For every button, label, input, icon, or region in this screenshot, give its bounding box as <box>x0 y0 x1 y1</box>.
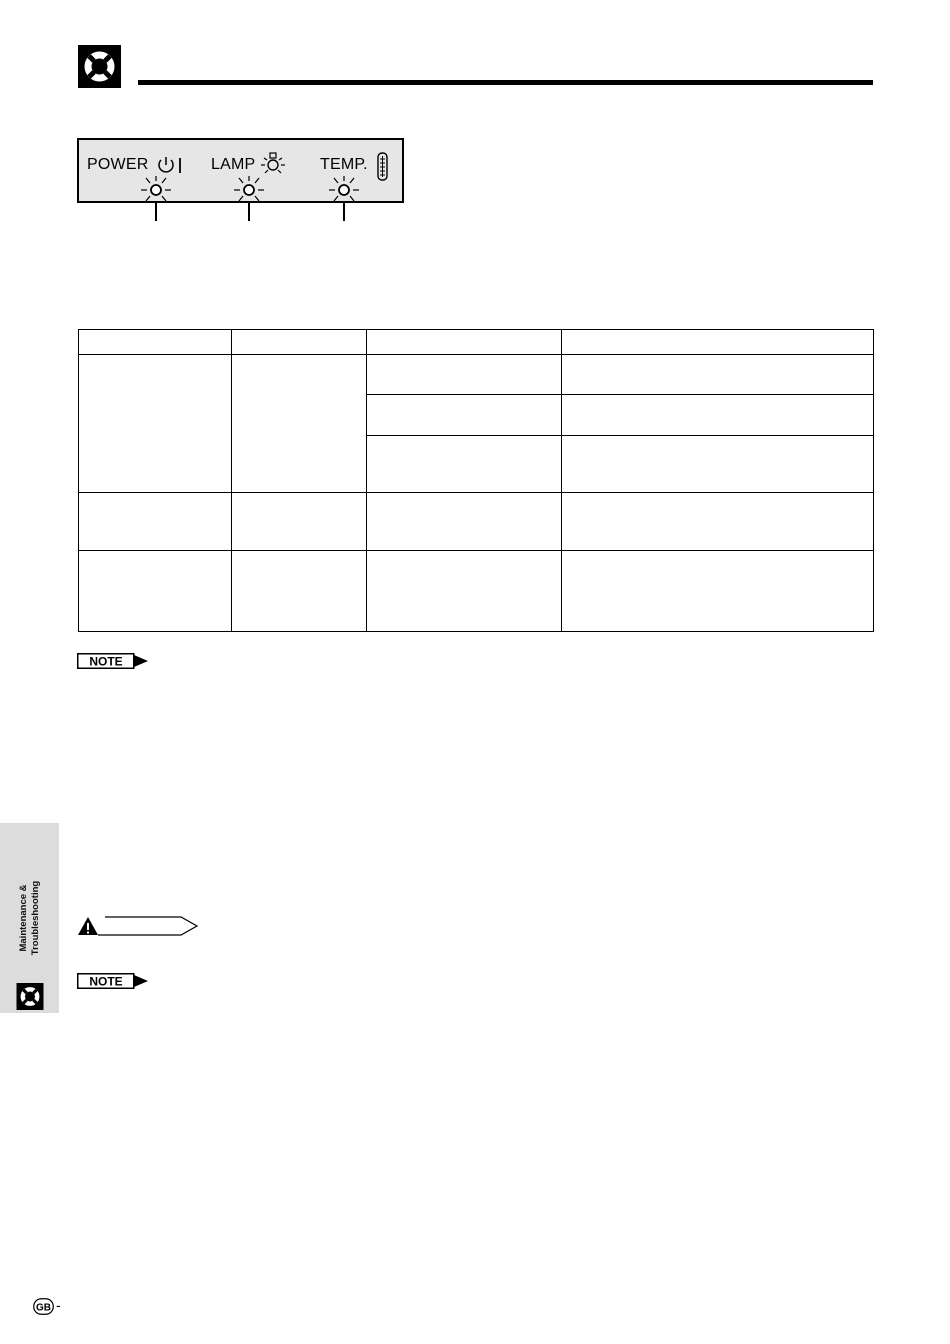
temp-indicator-label: TEMP. <box>320 156 368 173</box>
lamp-icon <box>260 150 286 176</box>
region-badge <box>33 1298 54 1315</box>
table-header-cell <box>367 330 562 355</box>
lamp-led-icon <box>232 174 266 202</box>
power-icon <box>156 155 186 175</box>
table-cell <box>232 355 367 493</box>
note-badge <box>77 653 149 669</box>
side-tab-line-1: Maintenance & <box>18 884 29 952</box>
table-header-cell <box>562 330 874 355</box>
indicator-panel <box>77 138 404 203</box>
table-header-row <box>79 330 874 355</box>
temp-led-icon <box>327 174 361 202</box>
table-cell <box>79 551 232 632</box>
table-cell <box>367 435 562 492</box>
table-cell <box>367 551 562 632</box>
table-cell <box>232 493 367 551</box>
table-cell <box>232 551 367 632</box>
note-badge <box>77 973 149 989</box>
table-cell <box>562 551 874 632</box>
side-tab-line-2: Troubleshooting <box>30 880 41 956</box>
thermometer-icon <box>375 152 391 182</box>
lamp-indicator-label: LAMP <box>211 156 256 173</box>
table-cell <box>562 493 874 551</box>
table-cell <box>562 355 874 395</box>
indicator-table <box>78 329 874 632</box>
table-cell <box>367 395 562 435</box>
table-row <box>79 493 874 551</box>
note-label: NOTE <box>89 654 123 669</box>
region-badge-label: GB <box>36 1302 51 1314</box>
power-indicator-label: POWER <box>87 156 149 173</box>
table-cell <box>79 355 232 493</box>
table-row <box>79 355 874 395</box>
page-number-dash: - <box>56 1297 61 1313</box>
lifebuoy-icon <box>78 45 121 88</box>
power-leader-line <box>155 203 157 221</box>
table-header-cell <box>79 330 232 355</box>
power-led-icon <box>139 174 173 202</box>
caution-badge <box>77 915 201 937</box>
lifebuoy-icon <box>16 983 44 1010</box>
table-header-cell <box>232 330 367 355</box>
side-tab-label <box>18 881 42 955</box>
header-rule <box>138 80 873 85</box>
table-cell <box>367 355 562 395</box>
table-row <box>79 551 874 632</box>
lamp-leader-line <box>248 203 250 221</box>
table-cell <box>79 493 232 551</box>
note-label: NOTE <box>89 974 123 989</box>
table-cell <box>367 493 562 551</box>
table-cell <box>562 435 874 492</box>
table-cell <box>562 395 874 435</box>
temp-leader-line <box>343 203 345 221</box>
